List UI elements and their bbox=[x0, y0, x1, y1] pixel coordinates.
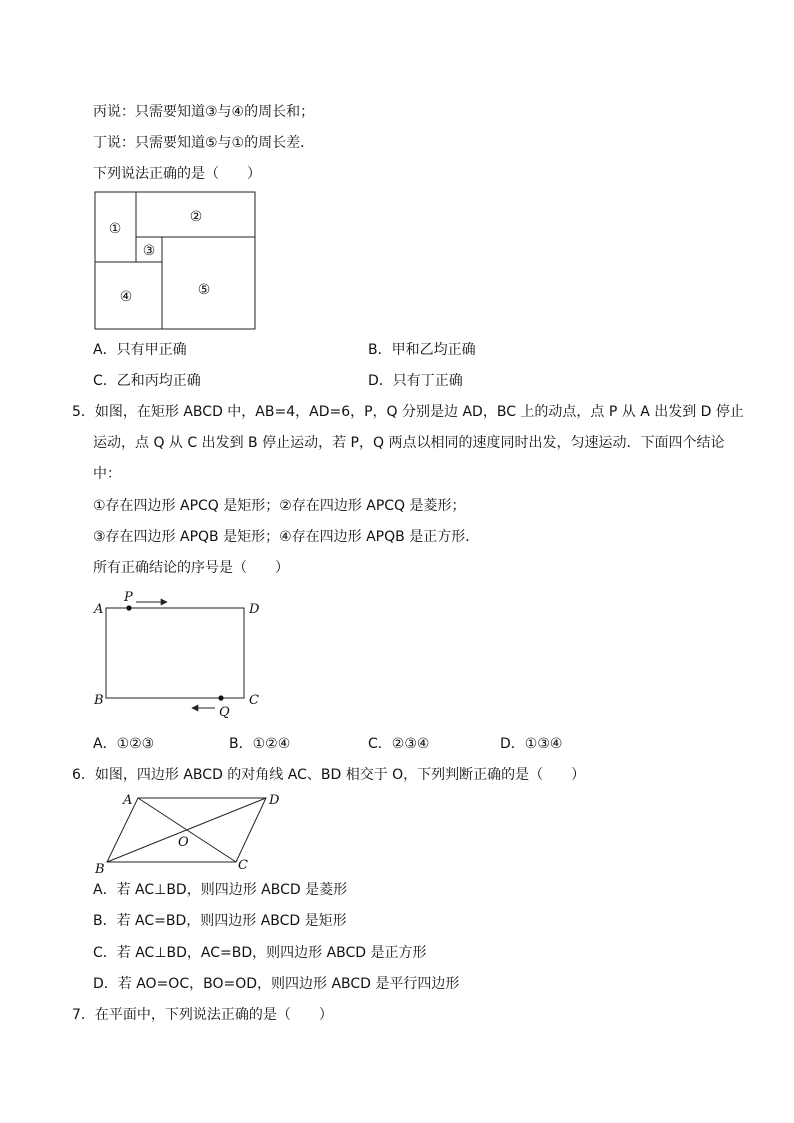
q5-option-b[interactable]: B．①②④ bbox=[229, 736, 291, 752]
q6-label-c: C bbox=[238, 858, 248, 873]
q4-region-1-label: ① bbox=[108, 221, 122, 237]
q5-rectangle-figure bbox=[90, 590, 270, 720]
q5-label-a: A bbox=[94, 602, 104, 617]
q5-stem-line-3: 中： bbox=[93, 466, 121, 482]
q4-region-4-label: ④ bbox=[119, 289, 133, 305]
q4-option-c[interactable]: C．乙和丙均正确 bbox=[93, 373, 201, 389]
q5-point-q bbox=[218, 695, 223, 700]
q5-option-d[interactable]: D．①③④ bbox=[500, 736, 563, 752]
q5-stem-line-2: 运动，点 Q 从 C 出发到 B 停止运动，若 P，Q 两点以相同的速度同时出发，匀速运动．下面四个结论 bbox=[93, 435, 725, 451]
q5-point-p bbox=[126, 605, 131, 610]
q5-prompt: 所有正确结论的序号是（ ） bbox=[93, 560, 289, 576]
q6-option-d[interactable]: D．若 AO=OC，BO=OD，则四边形 ABCD 是平行四边形 bbox=[93, 976, 460, 992]
q4-region-2-label: ② bbox=[189, 209, 203, 225]
q6-quadrilateral-figure bbox=[92, 790, 292, 875]
q6-stem: 6．如图，四边形 ABCD 的对角线 AC、BD 相交于 O，下列判断正确的是（ ） bbox=[72, 767, 586, 783]
q4-option-d[interactable]: D．只有丁正确 bbox=[368, 373, 463, 389]
q6-option-a[interactable]: A．若 AC⊥BD，则四边形 ABCD 是菱形 bbox=[93, 882, 348, 898]
q5-option-a[interactable]: A．①②③ bbox=[93, 736, 155, 752]
q5-conclusions-1-2: ①存在四边形 APCQ 是矩形；②存在四边形 APCQ 是菱形； bbox=[93, 498, 466, 514]
q5-label-b: B bbox=[94, 693, 104, 708]
q4-rectangle-figure bbox=[94, 191, 258, 331]
q6-label-d: D bbox=[269, 793, 280, 808]
q5-label-c: C bbox=[249, 693, 259, 708]
q5-label-d: D bbox=[249, 602, 260, 617]
q5-conclusions-3-4: ③存在四边形 APQB 是矩形；④存在四边形 APQB 是正方形． bbox=[93, 529, 480, 545]
q4-statement-bing: 丙说：只需要知道③与④的周长和； bbox=[93, 104, 315, 120]
q5-option-c[interactable]: C．②③④ bbox=[368, 736, 430, 752]
q5-label-p: P bbox=[124, 590, 133, 605]
q7-stem: 7．在平面中，下列说法正确的是（ ） bbox=[72, 1007, 333, 1023]
q4-region-3-label: ③ bbox=[142, 243, 156, 259]
q5-label-q: Q bbox=[219, 705, 230, 720]
q6-label-b: B bbox=[95, 862, 105, 877]
q4-region-5-label: ⑤ bbox=[197, 282, 211, 298]
q6-option-c[interactable]: C．若 AC⊥BD，AC=BD，则四边形 ABCD 是正方形 bbox=[93, 945, 427, 961]
q6-label-o: O bbox=[178, 835, 189, 850]
q4-statement-ding: 丁说：只需要知道⑤与①的周长差． bbox=[93, 135, 315, 151]
q4-prompt: 下列说法正确的是（ ） bbox=[93, 166, 261, 182]
q6-label-a: A bbox=[123, 793, 133, 808]
q6-option-b[interactable]: B．若 AC=BD，则四边形 ABCD 是矩形 bbox=[93, 913, 347, 929]
q4-option-b[interactable]: B．甲和乙均正确 bbox=[368, 342, 476, 358]
q4-option-a[interactable]: A．只有甲正确 bbox=[93, 342, 187, 358]
q5-stem-line-1: 5．如图，在矩形 ABCD 中，AB=4，AD=6，P，Q 分别是边 AD，BC 上的动点，点 P 从 A 出发到 D 停止 bbox=[72, 404, 744, 420]
